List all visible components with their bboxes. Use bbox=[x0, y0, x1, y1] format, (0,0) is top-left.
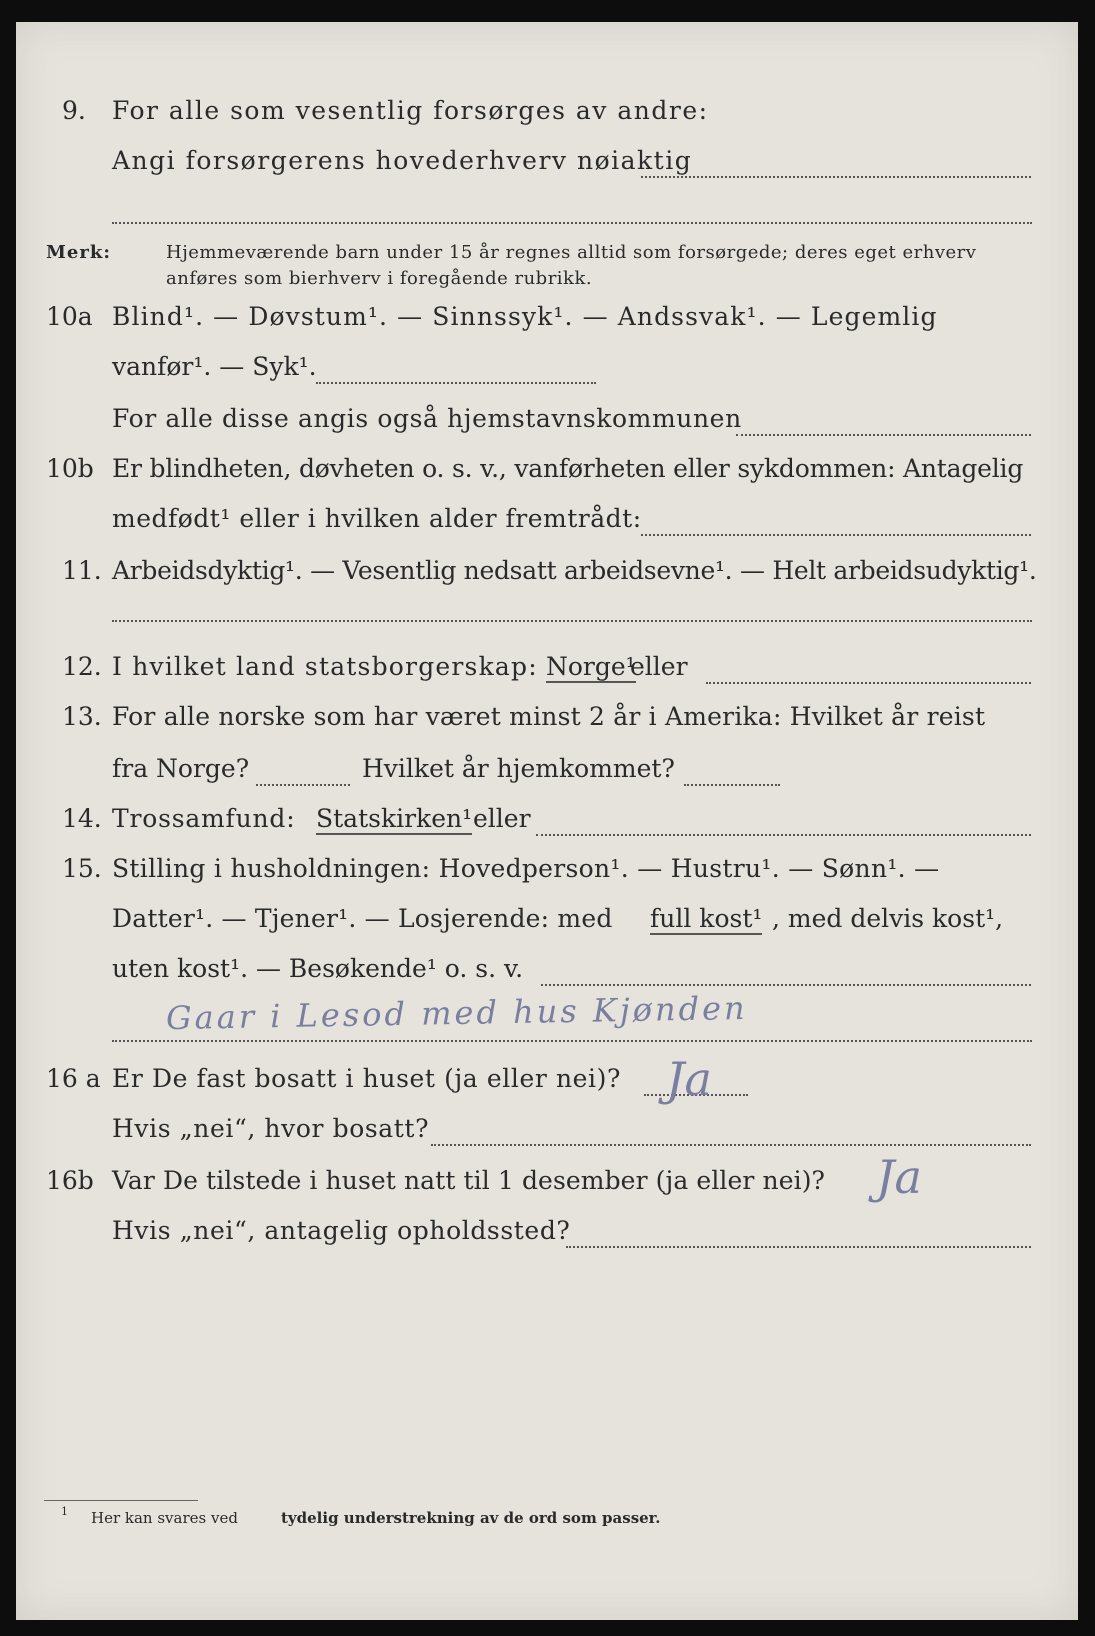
q14-number: 14. bbox=[62, 804, 102, 833]
q16a-text-2: Hvis „nei“, hvor bosatt? bbox=[112, 1114, 430, 1143]
q13-number: 13. bbox=[62, 702, 102, 731]
q10b-text-2: medfødt¹ eller i hvilken alder fremtrådt: bbox=[112, 504, 642, 533]
q12-text-post: eller bbox=[630, 652, 688, 681]
q16b-handwritten-answer: Ja bbox=[876, 1150, 922, 1204]
q15-number: 15. bbox=[62, 854, 102, 883]
q10a-number: 10a bbox=[46, 302, 93, 331]
q10a-text-3: For alle disse angis også hjemstavnskommunen bbox=[112, 404, 742, 433]
footnote-mark: 1 bbox=[61, 1505, 68, 1518]
q15-line2 bbox=[16, 904, 1078, 944]
q15-handwritten-answer: Gaar i Lesod med hus Kjønden bbox=[165, 988, 748, 1038]
q13-text-2a: fra Norge? bbox=[112, 754, 250, 783]
q16b-whereabouts-line[interactable] bbox=[566, 1246, 1031, 1248]
q10b-answer-line[interactable] bbox=[641, 534, 1031, 536]
census-form-page bbox=[16, 22, 1078, 1620]
q15-text-3: uten kost¹. — Besøkende¹ o. s. v. bbox=[112, 954, 524, 983]
q13-text-1: For alle norske som har været minst 2 år i Amerika: Hvilket år reist bbox=[112, 702, 986, 731]
q9-text-1: For alle som vesentlig forsørges av andre: bbox=[112, 96, 709, 125]
q15-text-2a: Datter¹. — Tjener¹. — Losjerende: med bbox=[112, 904, 613, 933]
q13-text-2b: Hvilket år hjemkommet? bbox=[362, 754, 675, 783]
q12-answer-line[interactable] bbox=[706, 682, 1031, 684]
q9-text-2: Angi forsørgerens hovederhverv nøiaktig bbox=[112, 146, 693, 175]
q10a-line1 bbox=[16, 302, 1078, 342]
q16a-handwritten-answer: Ja bbox=[666, 1052, 712, 1106]
q13-year-left-line[interactable] bbox=[256, 784, 350, 786]
merk-label: Merk: bbox=[46, 242, 111, 263]
q14-text-pre: Trossamfund: bbox=[112, 804, 296, 833]
q10b-number: 10b bbox=[46, 454, 94, 483]
q11-answer-line[interactable] bbox=[112, 620, 1032, 622]
q10a-home-municipality-line[interactable] bbox=[736, 434, 1031, 436]
q11-number: 11. bbox=[62, 556, 102, 585]
footnote-text-bold: tydelig understrekning av de ord som passer. bbox=[281, 1509, 661, 1527]
q13-year-returned-line[interactable] bbox=[684, 784, 780, 786]
q16a-residence-line[interactable] bbox=[431, 1144, 1031, 1146]
q10b-line2 bbox=[16, 504, 1078, 544]
q9-line1 bbox=[16, 96, 1078, 136]
q9-answer-line-2[interactable] bbox=[112, 222, 1032, 224]
merk-text-1: Hjemmeværende barn under 15 år regnes alltid som forsørgede; deres eget erhverv bbox=[166, 242, 977, 263]
q16b-text-1: Var De tilstede i huset natt til 1 desember (ja eller nei)? bbox=[112, 1166, 826, 1195]
q12-underlined-choice: Norge¹ bbox=[546, 652, 636, 681]
q15-underlined-choice: full kost¹ bbox=[650, 904, 763, 933]
footnote-rule bbox=[44, 1500, 198, 1501]
q10a-text-1: Blind¹. — Døvstum¹. — Sinnssyk¹. — Andssvak¹. — Legemlig bbox=[112, 302, 938, 331]
q13-line1 bbox=[16, 702, 1078, 742]
q15-answer-line[interactable] bbox=[541, 984, 1031, 986]
q16b-text-2: Hvis „nei“, antagelig opholdssted? bbox=[112, 1216, 571, 1245]
q14-line1 bbox=[16, 804, 1078, 844]
q10a-line2 bbox=[16, 352, 1078, 392]
q14-answer-line[interactable] bbox=[536, 834, 1031, 836]
q10a-answer-line[interactable] bbox=[316, 382, 596, 384]
q14-underlined-choice: Statskirken¹ bbox=[316, 804, 473, 833]
merk-text-2: anføres som bierhverv i foregående rubrikk. bbox=[166, 268, 593, 289]
q9-line2 bbox=[16, 146, 1078, 186]
q9-answer-line[interactable] bbox=[641, 176, 1031, 178]
q11-text-1: Arbeidsdyktig¹. — Vesentlig nedsatt arbeidsevne¹. — Helt arbeidsudyktig¹. bbox=[112, 556, 1037, 585]
q13-line2 bbox=[16, 754, 1078, 794]
q10b-line1 bbox=[16, 454, 1078, 494]
q11-line1 bbox=[16, 556, 1078, 596]
q16a-line2 bbox=[16, 1114, 1078, 1154]
q14-text-post: eller bbox=[473, 804, 531, 833]
q10a-text-2: vanfør¹. — Syk¹. bbox=[112, 352, 317, 381]
q16b-line2 bbox=[16, 1216, 1078, 1256]
q12-line1 bbox=[16, 652, 1078, 692]
q15-text-1: Stilling i husholdningen: Hovedperson¹. — Hustru¹. — Sønn¹. — bbox=[112, 854, 940, 883]
q12-text-pre: I hvilket land statsborgerskap: bbox=[112, 652, 538, 681]
q12-number: 12. bbox=[62, 652, 102, 681]
q16b-number: 16b bbox=[46, 1166, 94, 1195]
footnote-text-pre: Her kan svares ved bbox=[91, 1509, 238, 1527]
q15-answer-line-2[interactable] bbox=[112, 1040, 1032, 1042]
q9-number: 9. bbox=[62, 96, 86, 125]
q15-line3 bbox=[16, 954, 1078, 994]
q16a-text-1: Er De fast bosatt i huset (ja eller nei)? bbox=[112, 1064, 621, 1093]
q10b-text-1: Er blindheten, døvheten o. s. v., vanførheten eller sykdommen: Antagelig bbox=[112, 454, 1024, 483]
merk-note bbox=[46, 242, 1056, 302]
q16a-number: 16 a bbox=[46, 1064, 101, 1093]
q15-line1 bbox=[16, 854, 1078, 894]
q16a-line1 bbox=[16, 1064, 1078, 1104]
q10a-line3 bbox=[16, 404, 1078, 444]
q15-text-2b: , med delvis kost¹, bbox=[772, 904, 1004, 933]
